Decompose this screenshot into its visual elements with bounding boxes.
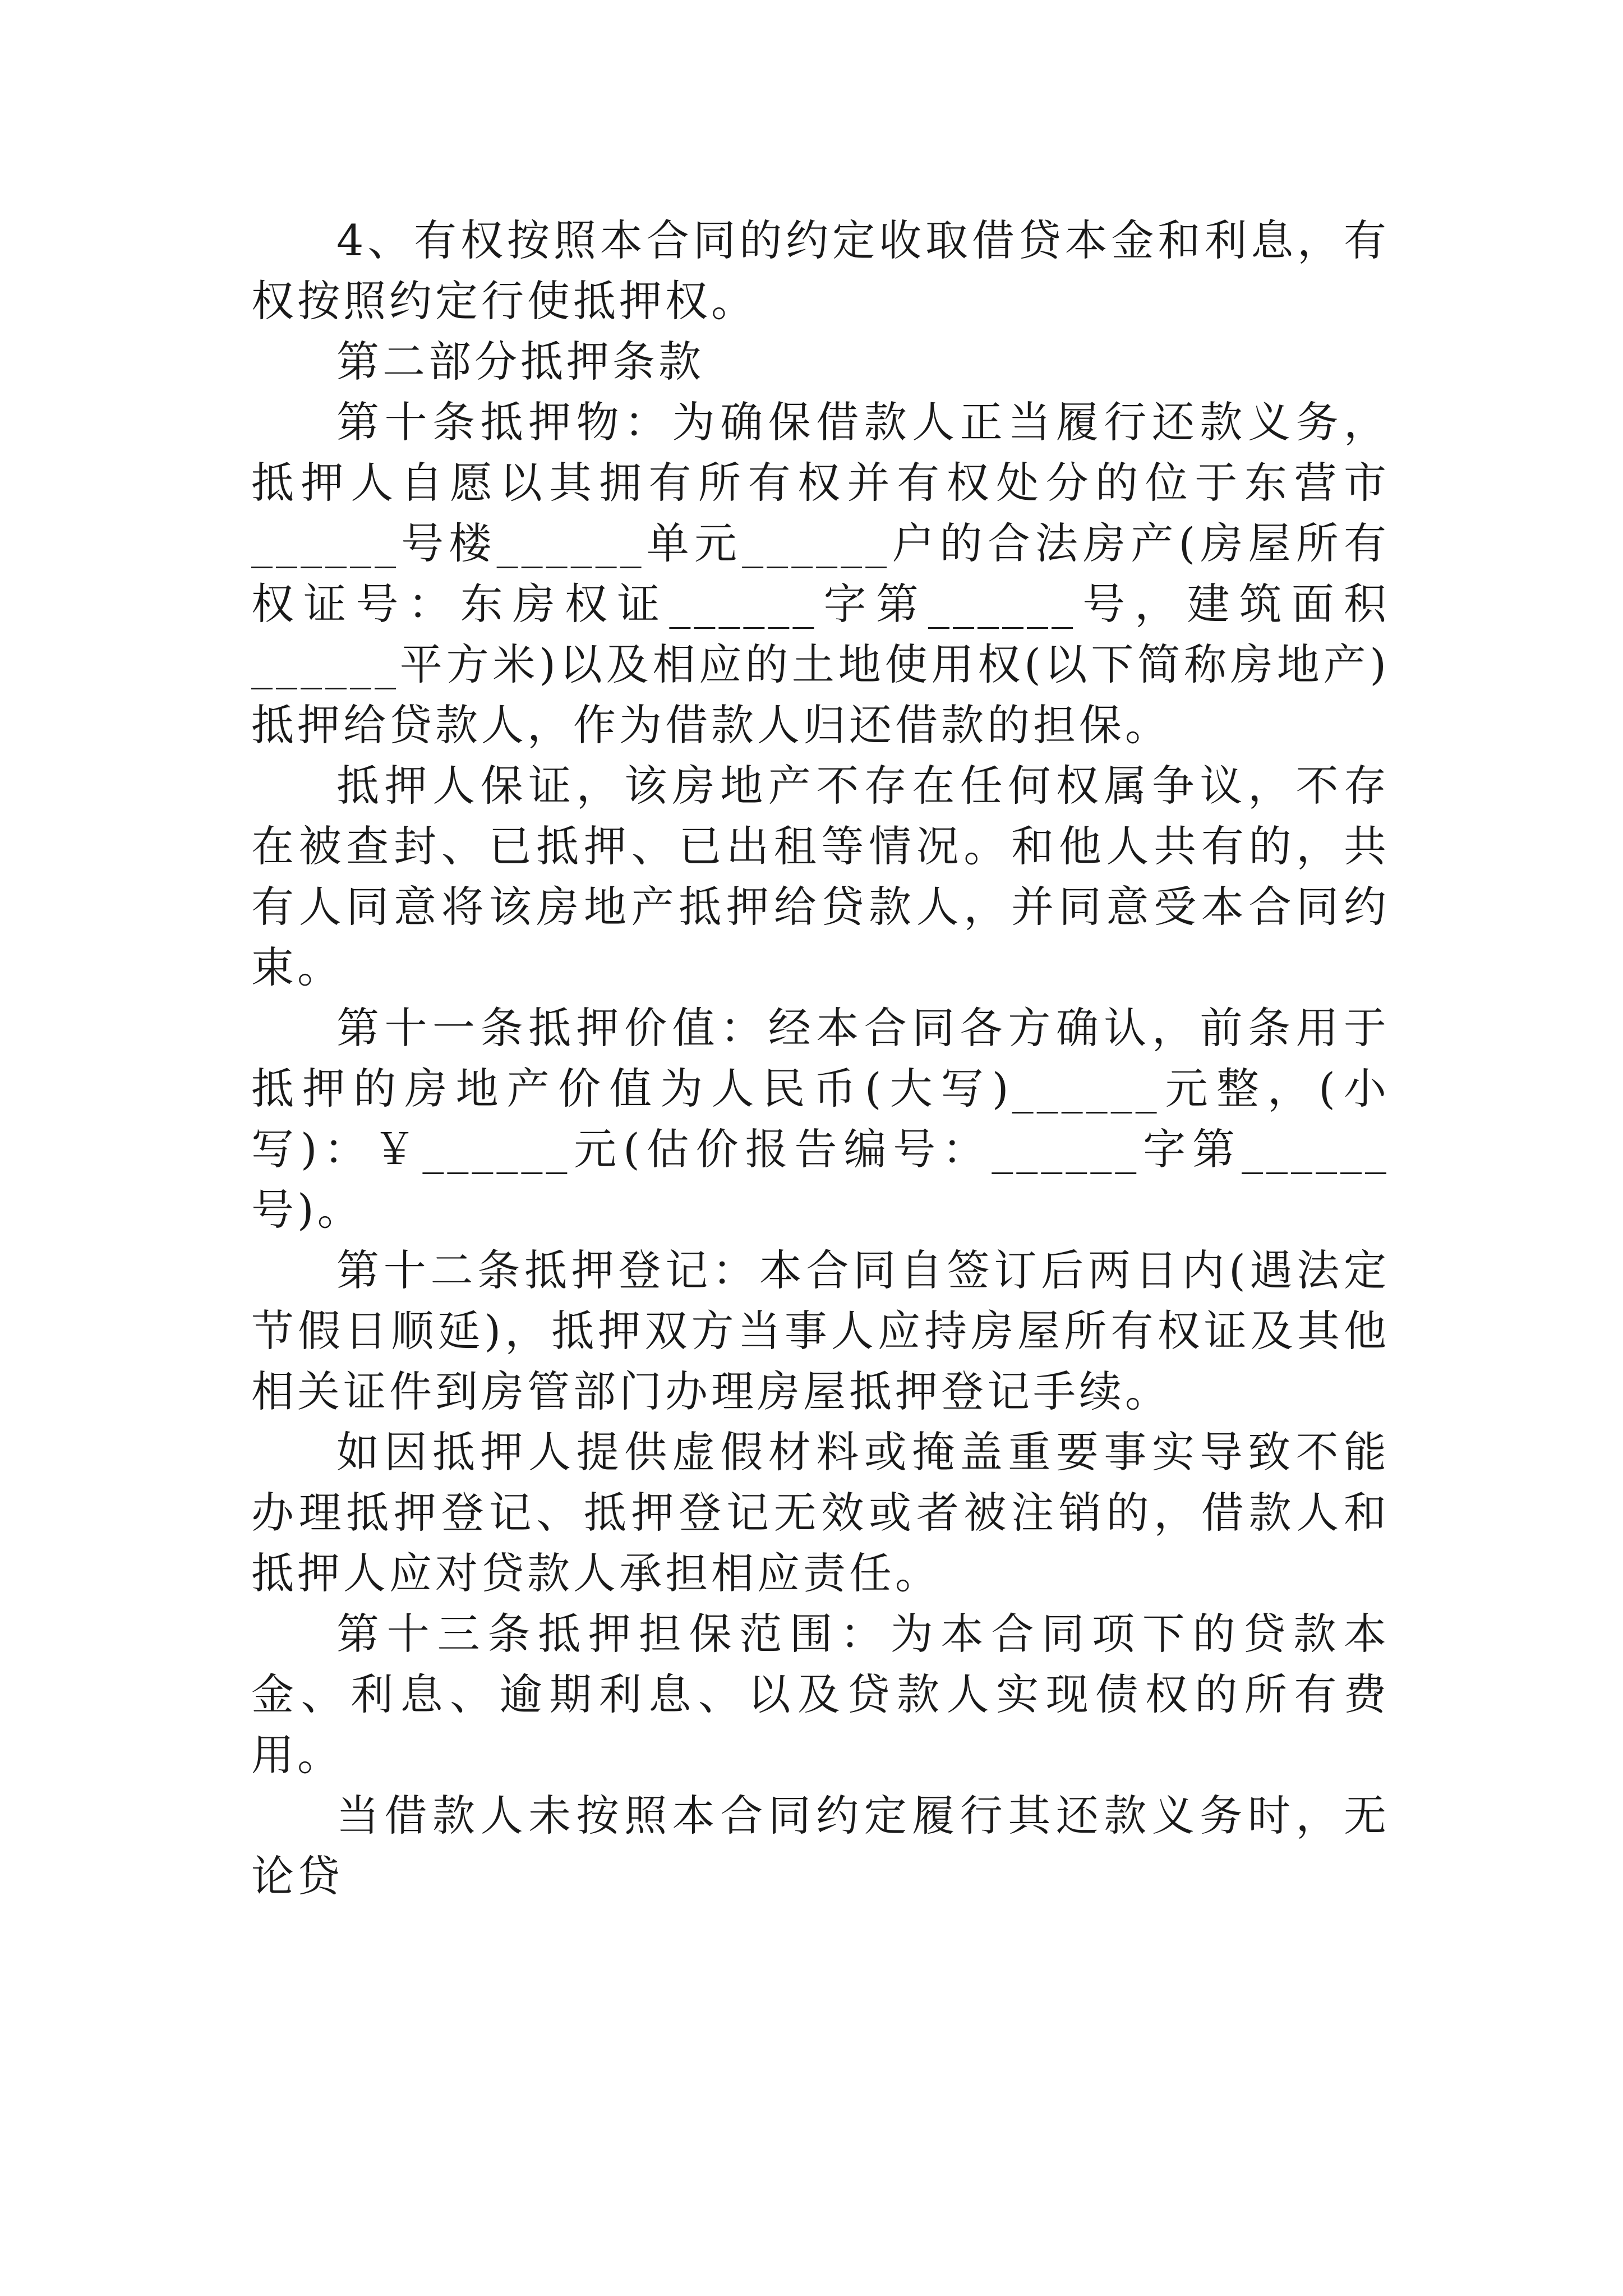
section-heading-mortgage-terms: 第二部分抵押条款 xyxy=(336,337,704,386)
paragraph-article-11-value: 第十一条抵押价值：经本合同各方确认，前条用于抵押的房地产价值为人民币(大写)______元整，(小写)：￥______元(估价报告编号：______字第______号)。 xyxy=(251,1003,1390,1235)
paragraph-article-13-scope: 第十三条抵押担保范围：为本合同项下的贷款本金、利息、逾期利息、以及贷款人实现债权的所有费用。 xyxy=(251,1609,1390,1780)
paragraph-article-12-registration: 第十二条抵押登记：本合同自签订后两日内(遇法定节假日顺延)，抵押双方当事人应持房屋所有权证及其他相关证件到房管部门办理房屋抵押登记手续。 xyxy=(251,1245,1390,1416)
paragraph-registration-liability: 如因抵押人提供虚假材料或掩盖重要事实导致不能办理抵押登记、抵押登记无效或者被注销的，借款人和抵押人应对贷款人承担相应责任。 xyxy=(251,1427,1390,1598)
paragraph-default-clause: 当借款人未按照本合同约定履行其还款义务时，无论贷 xyxy=(251,1791,1390,1901)
paragraph-lender-rights: 4、有权按照本合同的约定收取借贷本金和利息，有权按照约定行使抵押权。 xyxy=(251,215,1390,326)
paragraph-article-10-collateral: 第十条抵押物：为确保借款人正当履行还款义务，抵押人自愿以其拥有所有权并有权处分的位于东营市______号楼______单元______户的合法房产(房屋所有权证号：东房权证______字第______号，建筑面积______平方米)以及相应的土地使用权(以下简称房地产)抵押给贷款人，作为借款人归还借款的担保。 xyxy=(251,397,1390,750)
document-body xyxy=(251,210,1390,1907)
paragraph-mortgagor-guarantee: 抵押人保证，该房地产不存在任何权属争议，不存在被查封、已抵押、已出租等情况。和他人共有的，共有人同意将该房地产抵押给贷款人，并同意受本合同约束。 xyxy=(251,761,1390,992)
